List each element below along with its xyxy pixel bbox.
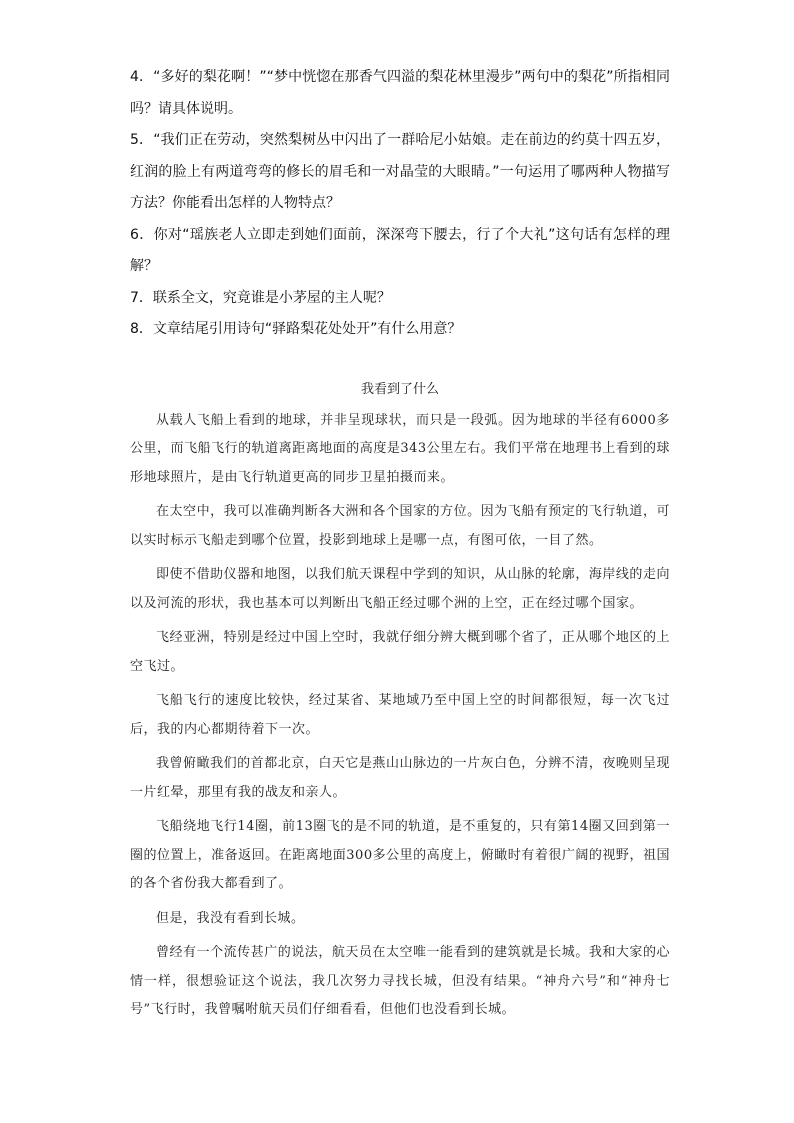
article-paragraph: 飞经亚洲，特别是经过中国上空时，我就仔细分辨大概到哪个省了，正从哪个地区的上空飞过。 (130, 630, 670, 674)
article-paragraph: 我曾俯瞰我们的首都北京，白天它是燕山山脉边的一片灰白色，分辨不清，夜晚则呈现一片红晕，那里有我的战友和亲人。 (130, 756, 670, 800)
article-paragraph: 即使不借助仪器和地图，以我们航天课程中学到的知识，从山脉的轮廓，海岸线的走向以及河流的形状，我也基本可以判断出飞船正经过哪个洲的上空，正在经过哪个国家。 (130, 567, 670, 611)
article-paragraph: 从载人飞船上看到的地球，并非呈现球状，而只是一段弧。因为地球的半径有6000多公里，而飞船飞行的轨道离距离地面的高度是343公里左右。我们平常在地理书上看到的球形地球照片，是由飞行轨道更高的同步卫星拍摄而来。 (130, 412, 670, 485)
article-paragraph: 但是，我没有看到长城。 (156, 910, 305, 926)
question-item: 4．“多好的梨花啊！”“梦中恍惚在那香气四溢的梨花林里漫步”两句中的梨花”所指相同吗？请具体说明。 (130, 69, 670, 117)
question-item: 5．“我们正在劳动，突然梨树丛中闪出了一群哈尼小姑娘。走在前边的约莫十四五岁，红润的脸上有两道弯弯的修长的眉毛和一对晶莹的大眼睛。”一句运用了哪两种人物描写方法？你能看出怎样的人物特点？ (130, 132, 670, 211)
article-paragraph: 飞船飞行的速度比较快，经过某省、某地域乃至中国上空的时间都很短，每一次飞过后，我的内心都期待着下一次。 (130, 693, 670, 737)
article-paragraph: 飞船绕地飞行14圈，前13圈飞的是不同的轨道，是不重复的，只有第14圈又回到第一圈的位置上，准备返回。在距离地面300多公里的高度上，俯瞰时有着很广阔的视野，祖国的各个省份我大都看到了。 (130, 819, 670, 891)
article-paragraph: 曾经有一个流传甚广的说法，航天员在太空唯一能看到的建筑就是长城。我和大家的心情一样，很想验证这个说法，我几次努力寻找长城，但没有结果。“神舟六号”和“神舟七号”飞行时，我曾嘱咐航天员们仔细看看，但他们也没看到长城。 (130, 945, 670, 1017)
article-paragraph: 在太空中，我可以准确判断各大洲和各个国家的方位。因为飞船有预定的飞行轨道，可以实时标示飞船走到哪个位置，投影到地球上是哪一点，有图可依，一目了然。 (130, 504, 670, 548)
question-list (130, 62, 670, 346)
question-item: 7．联系全文，究竟谁是小茅屋的主人呢？ (130, 289, 391, 306)
question-item: 6．你对“瑶族老人立即走到她们面前，深深弯下腰去，行了个大礼”这句话有怎样的理解？ (130, 226, 670, 274)
article-title: 我看到了什么 (360, 382, 439, 397)
reading-article (130, 376, 670, 1031)
question-item: 8．文章结尾引用诗句“驿路梨花处处开”有什么用意？ (130, 321, 462, 337)
